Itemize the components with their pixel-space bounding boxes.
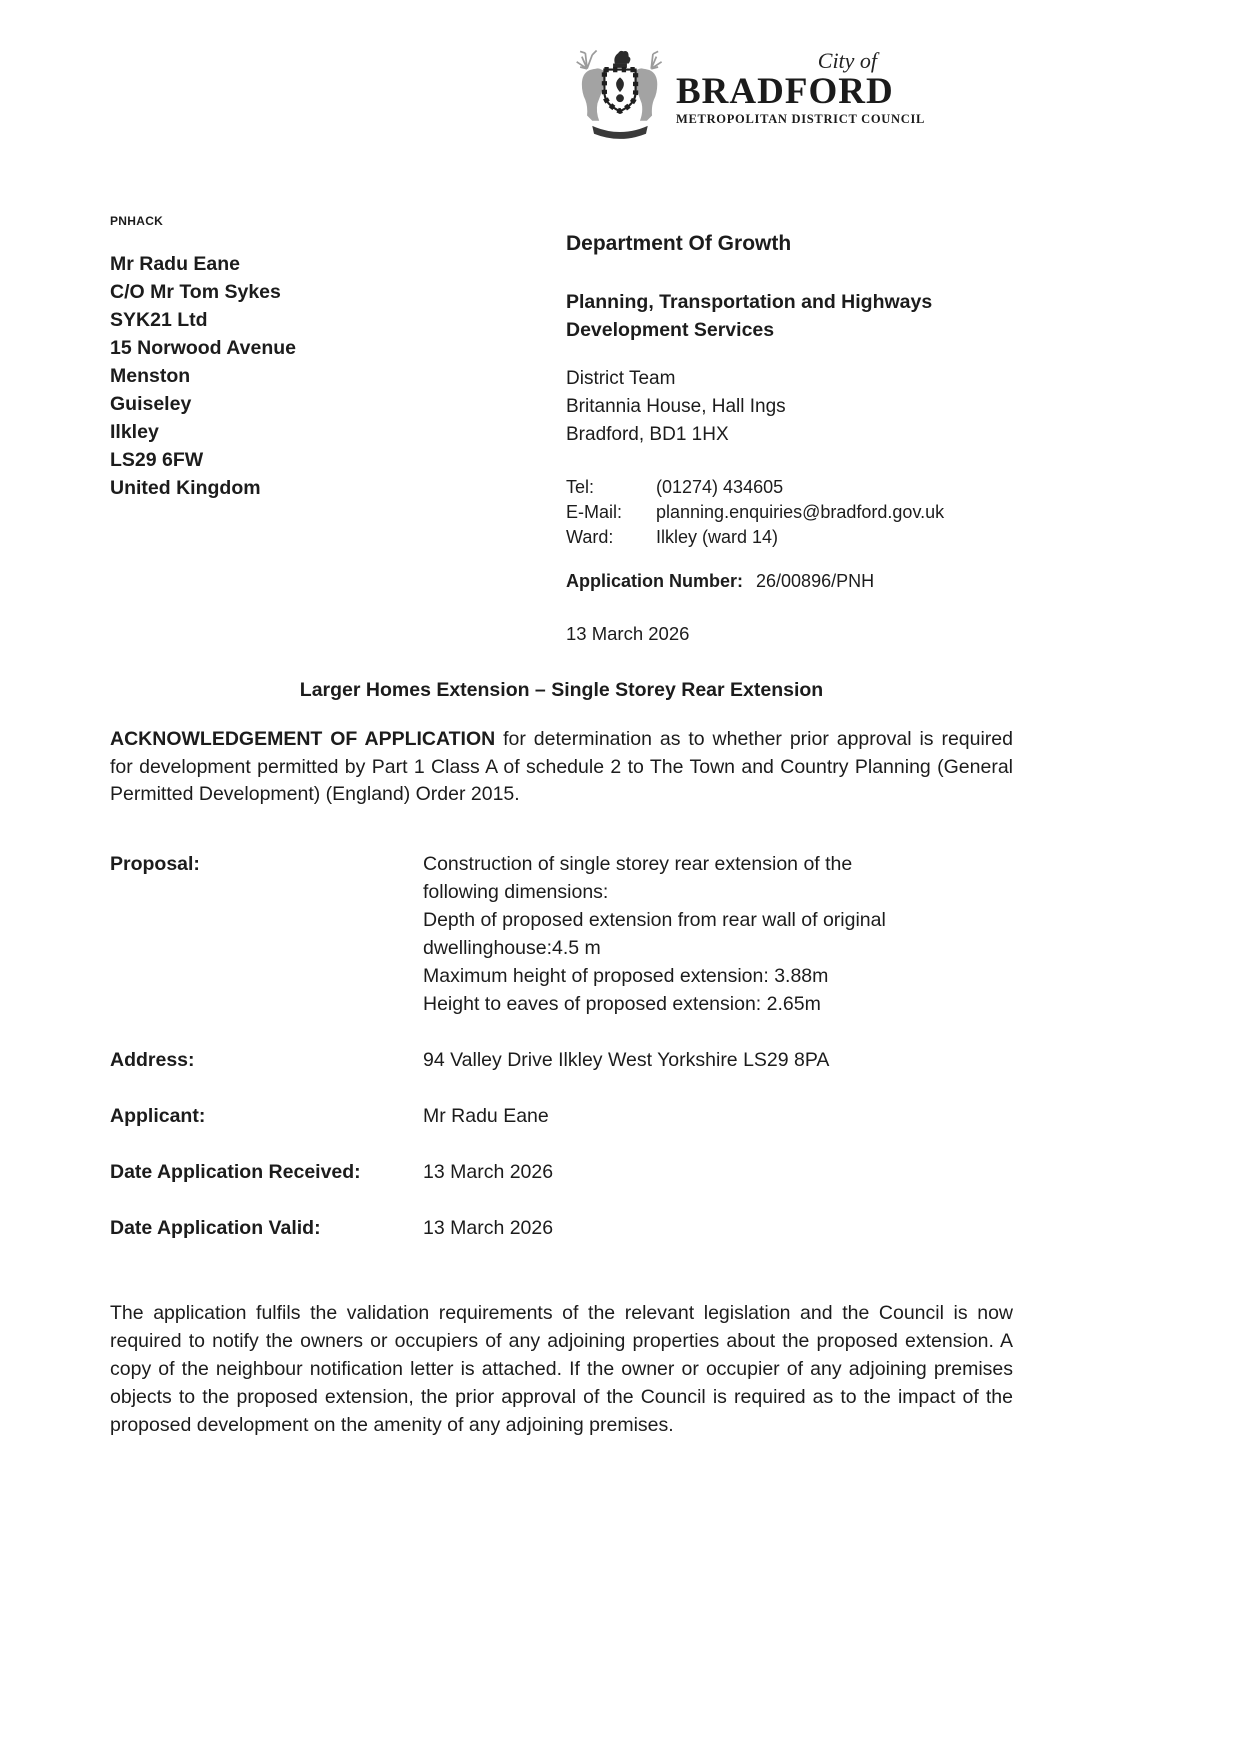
crest-left-antlers	[577, 51, 597, 69]
coat-of-arms-icon	[568, 46, 672, 140]
tel-value: (01274) 434605	[656, 477, 784, 497]
contact-row-email	[566, 500, 1013, 525]
department-service: Planning, Transportation and Highways Development Services	[566, 291, 933, 341]
crest-motto-scroll	[592, 126, 647, 139]
department-address-line: District Team	[566, 368, 676, 389]
recipient-line: LS29 6FW	[110, 449, 204, 471]
application-number-label: Application Number:	[566, 571, 744, 591]
application-details	[110, 850, 1013, 1242]
recipient-line: United Kingdom	[110, 477, 261, 499]
recipient-line: Guiseley	[110, 393, 192, 415]
department-address	[566, 365, 1013, 449]
address-value: 94 Valley Drive Ilkley West Yorkshire LS29 8PA	[423, 1048, 830, 1071]
department-title: Department Of Growth	[566, 232, 792, 255]
application-number-value: 26/00896/PNH	[756, 571, 875, 591]
logo-city-of: City of	[817, 48, 878, 73]
proposal-line: following dimensions:	[423, 880, 609, 903]
crest-right-horns	[651, 51, 661, 68]
address-label: Address:	[110, 1048, 195, 1071]
closing-paragraph: The application fulfils the validation requirements of the relevant legislation and the Council is now required to notify the owners or occupiers of any adjoining properties about the proposed extension. A copy of the neighbour notification letter is attached. If the owner or occupier of any adjoining premises objects to the proposed extension, the prior approval of the Council is required as to the impact of the proposed development on the amenity of any adjoining premises.	[110, 1301, 1013, 1436]
recipient-block	[110, 214, 566, 502]
crest-shield-roundel	[616, 94, 624, 102]
acknowledgement-text: for determination as to whether prior approval is required for development permitted by Part 1 Class A of schedule 2 to The Town and Country Planning (General Permitted Development) (England) Order 2015.	[110, 728, 1013, 805]
ward-value: Ilkley (ward 14)	[656, 527, 779, 547]
contact-details	[566, 475, 1013, 550]
recipient-line: 15 Norwood Avenue	[110, 337, 297, 359]
email-label: E-Mail:	[566, 502, 623, 522]
proposal-label: Proposal:	[110, 852, 200, 875]
applicant-label: Applicant:	[110, 1104, 206, 1127]
recipient-line: C/O Mr Tom Sykes	[110, 281, 281, 303]
department-address-line: Bradford, BD1 1HX	[566, 424, 729, 445]
proposal-line: Depth of proposed extension from rear wall of original	[423, 908, 886, 931]
email-value: planning.enquiries@bradford.gov.uk	[656, 502, 945, 522]
council-logo	[568, 46, 926, 140]
crest-top-charge	[614, 51, 630, 64]
application-number-row	[566, 569, 1013, 594]
letterhead-columns	[110, 214, 1013, 646]
date-received-label: Date Application Received:	[110, 1160, 361, 1183]
logo-subtitle: METROPOLITAN DISTRICT COUNCIL	[676, 112, 926, 126]
date-valid-value: 13 March 2026	[423, 1216, 554, 1239]
proposal-line: Height to eaves of proposed extension: 2.65m	[423, 992, 821, 1015]
date-received-value: 13 March 2026	[423, 1160, 554, 1183]
proposal-value	[423, 850, 1013, 1018]
department-address-line: Britannia House, Hall Ings	[566, 396, 786, 417]
recipient-line: SYK21 Ltd	[110, 309, 208, 331]
reference-code: PNHACK	[110, 214, 164, 228]
recipient-line: Ilkley	[110, 421, 159, 443]
proposal-line: dwellinghouse:4.5 m	[423, 936, 601, 959]
ward-label: Ward:	[566, 527, 614, 547]
recipient-address	[110, 250, 566, 502]
contact-row-tel	[566, 475, 1013, 500]
logo-bradford: BRADFORD	[676, 71, 894, 112]
letter-date: 13 March 2026	[566, 623, 690, 644]
council-logo-text	[676, 46, 925, 126]
department-block	[566, 214, 1013, 646]
acknowledgement-heading: ACKNOWLEDGEMENT OF APPLICATION	[110, 728, 496, 750]
date-valid-label: Date Application Valid:	[110, 1216, 321, 1239]
contact-row-ward	[566, 525, 1013, 550]
recipient-line: Mr Radu Eane	[110, 253, 241, 275]
tel-label: Tel:	[566, 477, 595, 497]
acknowledgement-paragraph	[110, 726, 1013, 809]
recipient-line: Menston	[110, 365, 191, 387]
letter-subject: Larger Homes Extension – Single Storey Rear Extension	[299, 679, 824, 701]
proposal-line: Maximum height of proposed extension: 3.88m	[423, 964, 829, 987]
applicant-value: Mr Radu Eane	[423, 1104, 549, 1127]
proposal-line: Construction of single storey rear extension of the	[423, 852, 853, 875]
